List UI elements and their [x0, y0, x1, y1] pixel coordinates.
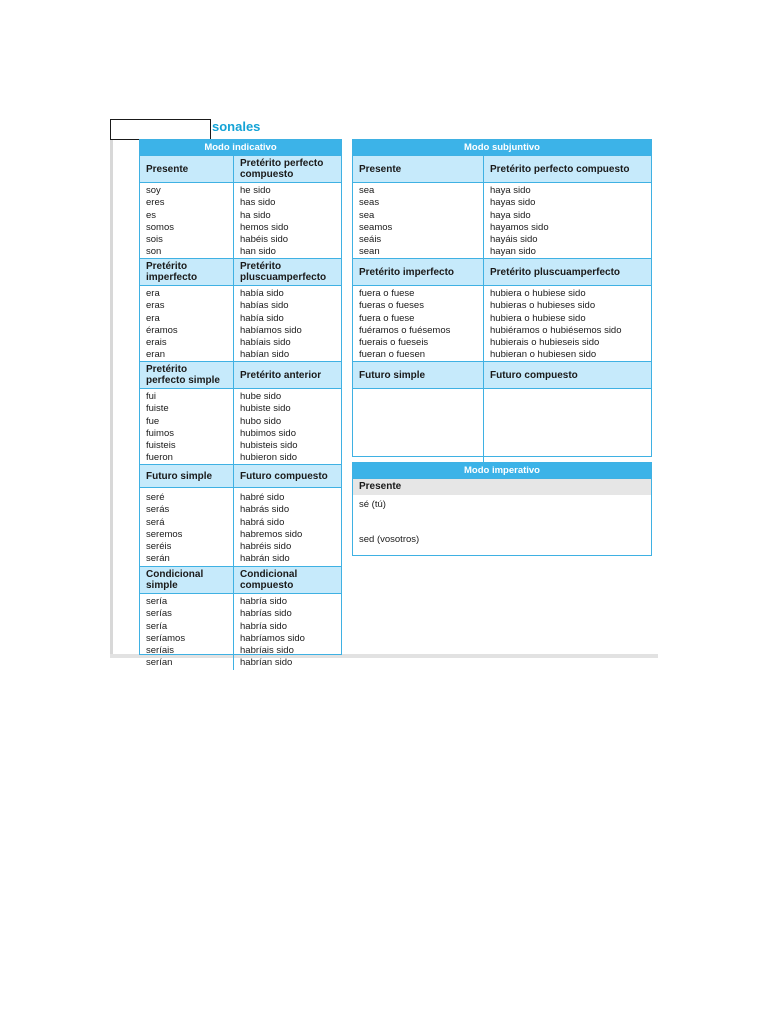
- col1-heading: Pretérito imperfecto: [359, 266, 455, 278]
- col1-heading: Futuro simple: [359, 369, 426, 381]
- verb-form: será: [146, 516, 165, 528]
- verb-form: has sido: [240, 197, 276, 209]
- verb-column: [233, 389, 341, 464]
- heading-line: Pretérito: [146, 364, 188, 375]
- verb-form: habrán sido: [240, 553, 290, 565]
- verb-form: fueran o fuesen: [359, 349, 426, 361]
- imperativo-subheading: Presente: [353, 478, 651, 495]
- verb-form: haya sido: [490, 209, 531, 221]
- verb-column: [483, 183, 651, 258]
- heading-line: Pretérito perfecto: [240, 158, 324, 169]
- verb-form: hubieron sido: [240, 452, 298, 464]
- verb-form: sería: [146, 620, 168, 632]
- verb-form: han sido: [240, 246, 276, 258]
- verb-column: [140, 286, 233, 361]
- heading-line: Pretérito: [146, 261, 188, 272]
- verb-form: fuisteis: [146, 440, 176, 452]
- heading-line: imperfecto: [146, 272, 198, 283]
- verb-form: era: [146, 288, 160, 299]
- verb-form: habré sido: [240, 492, 285, 503]
- heading-line: compuesto: [240, 169, 294, 180]
- verb-form: hemos sido: [240, 221, 289, 233]
- verb-column: [140, 183, 233, 258]
- verb-column: [353, 286, 483, 361]
- heading-line: Presente: [146, 163, 189, 175]
- verb-form: hayamos sido: [490, 221, 549, 233]
- verb-form: habríais sido: [240, 645, 294, 657]
- col1-heading: [140, 567, 233, 593]
- verb-form: fui: [146, 391, 157, 402]
- verb-form: eres: [146, 197, 165, 209]
- col1-heading: [140, 259, 233, 285]
- verb-form: sed (vosotros): [359, 534, 420, 545]
- imperativo-table: [352, 462, 652, 556]
- verb-form: hube sido: [240, 391, 282, 402]
- verb-column: [233, 286, 341, 361]
- verb-form: serán: [146, 553, 170, 565]
- verb-form: hubiera o hubiese sido: [490, 312, 586, 324]
- verb-form: sea: [359, 209, 375, 221]
- page-title: sonales: [212, 119, 261, 134]
- verb-column: [140, 594, 233, 670]
- col1-heading: [140, 362, 233, 388]
- verb-form: fuerais o fueseis: [359, 337, 429, 349]
- verb-form: sois: [146, 234, 163, 246]
- redaction-box: [110, 119, 211, 140]
- verb-form: seáis: [359, 234, 382, 246]
- verb-form: sea: [359, 185, 375, 196]
- verb-form: éramos: [146, 324, 178, 336]
- verb-form: habríamos sido: [240, 632, 305, 644]
- verb-column: [483, 286, 651, 361]
- verb-form: hubieran o hubiesen sido: [490, 349, 597, 361]
- left-margin-bar: [110, 140, 113, 656]
- verb-column: [353, 183, 483, 258]
- verb-form: erais: [146, 337, 167, 349]
- heading-line: pluscuamperfecto: [240, 272, 327, 283]
- heading-line: Pretérito anterior: [240, 369, 322, 381]
- verb-form: habrían sido: [240, 657, 293, 669]
- heading-line: perfecto simple: [146, 375, 220, 386]
- subjuntivo-block-1-body: [353, 182, 651, 258]
- subjuntivo-block-1-header: [353, 155, 651, 182]
- subjuntivo-table: [352, 139, 652, 457]
- verb-form: habremos sido: [240, 528, 303, 540]
- heading-line: Pretérito: [240, 261, 282, 272]
- verb-form: haya sido: [490, 185, 531, 196]
- verb-form: sé (tú): [359, 499, 386, 510]
- verb-form: hubierais o hubieseis sido: [490, 337, 600, 349]
- col2-heading: [233, 259, 341, 285]
- verb-form: era: [146, 312, 160, 324]
- verb-form: hayan sido: [490, 246, 536, 258]
- verb-form: soy: [146, 185, 161, 196]
- verb-column: [233, 183, 341, 258]
- verb-form: hubisteis sido: [240, 440, 298, 452]
- indicativo-block-4-header: [140, 464, 341, 487]
- indicativo-block-4-body: [140, 487, 341, 566]
- verb-form: sean: [359, 246, 380, 258]
- imperativo-header: Modo imperativo: [353, 463, 651, 478]
- col1-heading: [140, 156, 233, 182]
- verb-form: hayas sido: [490, 197, 536, 209]
- verb-form: seremos: [146, 528, 183, 540]
- verb-form: serías: [146, 608, 172, 620]
- col2-heading: [233, 567, 341, 593]
- heading-line: compuesto: [240, 580, 294, 591]
- col2-heading: Futuro compuesto: [483, 362, 651, 388]
- verb-form: seríamos: [146, 632, 186, 644]
- verb-column: [233, 594, 341, 670]
- heading-line: Futuro compuesto: [240, 470, 328, 482]
- col2-heading: [233, 156, 341, 182]
- verb-column: [140, 389, 233, 464]
- verb-form: serás: [146, 504, 170, 516]
- verb-form: habría sido: [240, 620, 288, 632]
- verb-form: fuera o fuese: [359, 288, 415, 299]
- indicativo-block-1-header: [140, 155, 341, 182]
- verb-form: había sido: [240, 312, 284, 324]
- verb-form: fuéramos o fuésemos: [359, 324, 451, 336]
- verb-form: seríais: [146, 645, 174, 657]
- verb-form: eras: [146, 300, 165, 312]
- verb-column-empty: [483, 389, 651, 462]
- verb-form: fueron: [146, 452, 173, 464]
- verb-form: hubieras o hubieses sido: [490, 300, 596, 312]
- indicativo-block-5-header: [140, 566, 341, 593]
- verb-form: he sido: [240, 185, 271, 196]
- subjuntivo-header: Modo subjuntivo: [353, 140, 651, 155]
- verb-column: [233, 488, 341, 566]
- indicativo-block-1-body: [140, 182, 341, 258]
- verb-form: hayáis sido: [490, 234, 538, 246]
- verb-form: fueras o fueses: [359, 300, 424, 312]
- verb-form: hubiera o hubiese sido: [490, 288, 586, 299]
- verb-form: hubimos sido: [240, 427, 296, 439]
- indicativo-block-2-body: [140, 285, 341, 361]
- verb-form: habría sido: [240, 596, 288, 607]
- indicativo-block-3-body: [140, 388, 341, 464]
- verb-form: habréis sido: [240, 541, 292, 553]
- indicativo-block-3-header: [140, 361, 341, 388]
- verb-form: hubo sido: [240, 415, 282, 427]
- verb-form: hubiste sido: [240, 403, 291, 415]
- heading-line: simple: [146, 580, 178, 591]
- verb-form: fuiste: [146, 403, 169, 415]
- imperativo-body: [353, 495, 651, 557]
- indicativo-table: [139, 139, 342, 669]
- verb-form: fuera o fuese: [359, 312, 415, 324]
- col2-heading: [233, 465, 341, 487]
- subjuntivo-block-2-body: [353, 285, 651, 361]
- verb-form: ha sido: [240, 209, 271, 221]
- indicativo-block-2-header: [140, 258, 341, 285]
- subjuntivo-block-2-header: [353, 258, 651, 285]
- verb-form: seréis: [146, 541, 172, 553]
- verb-form: habíamos sido: [240, 324, 302, 336]
- verb-form: fuimos: [146, 427, 174, 439]
- indicativo-block-5-body: [140, 593, 341, 670]
- verb-form: habrías sido: [240, 608, 292, 620]
- verb-form: habías sido: [240, 300, 289, 312]
- verb-form: habrá sido: [240, 516, 285, 528]
- verb-form: habían sido: [240, 349, 290, 361]
- indicativo-header: Modo indicativo: [140, 140, 341, 155]
- verb-form: habrás sido: [240, 504, 290, 516]
- verb-form: habíais sido: [240, 337, 291, 349]
- verb-form: seré: [146, 492, 165, 503]
- verb-form: había sido: [240, 288, 284, 299]
- verb-form: somos: [146, 221, 174, 233]
- col2-heading: [233, 362, 341, 388]
- verb-form: habéis sido: [240, 234, 289, 246]
- verb-form: serían: [146, 657, 173, 669]
- verb-form: es: [146, 209, 157, 221]
- verb-form: hubiéramos o hubiésemos sido: [490, 324, 622, 336]
- heading-line: Futuro simple: [146, 470, 213, 482]
- verb-form: eran: [146, 349, 166, 361]
- verb-form: seamos: [359, 221, 393, 233]
- verb-form: fue: [146, 415, 160, 427]
- col2-heading: Pretérito perfecto compuesto: [483, 156, 651, 182]
- verb-column: [140, 488, 233, 566]
- heading-line: Condicional: [240, 569, 298, 580]
- verb-form: seas: [359, 197, 380, 209]
- subjuntivo-block-3-body: [353, 388, 651, 462]
- verb-form: sería: [146, 596, 168, 607]
- verb-form: son: [146, 246, 162, 258]
- verb-column-empty: [353, 389, 483, 462]
- subjuntivo-block-3-header: [353, 361, 651, 388]
- heading-line: Condicional: [146, 569, 204, 580]
- col2-heading: Pretérito pluscuamperfecto: [483, 259, 651, 285]
- col1-heading: [140, 465, 233, 487]
- col1-heading: Presente: [359, 163, 402, 175]
